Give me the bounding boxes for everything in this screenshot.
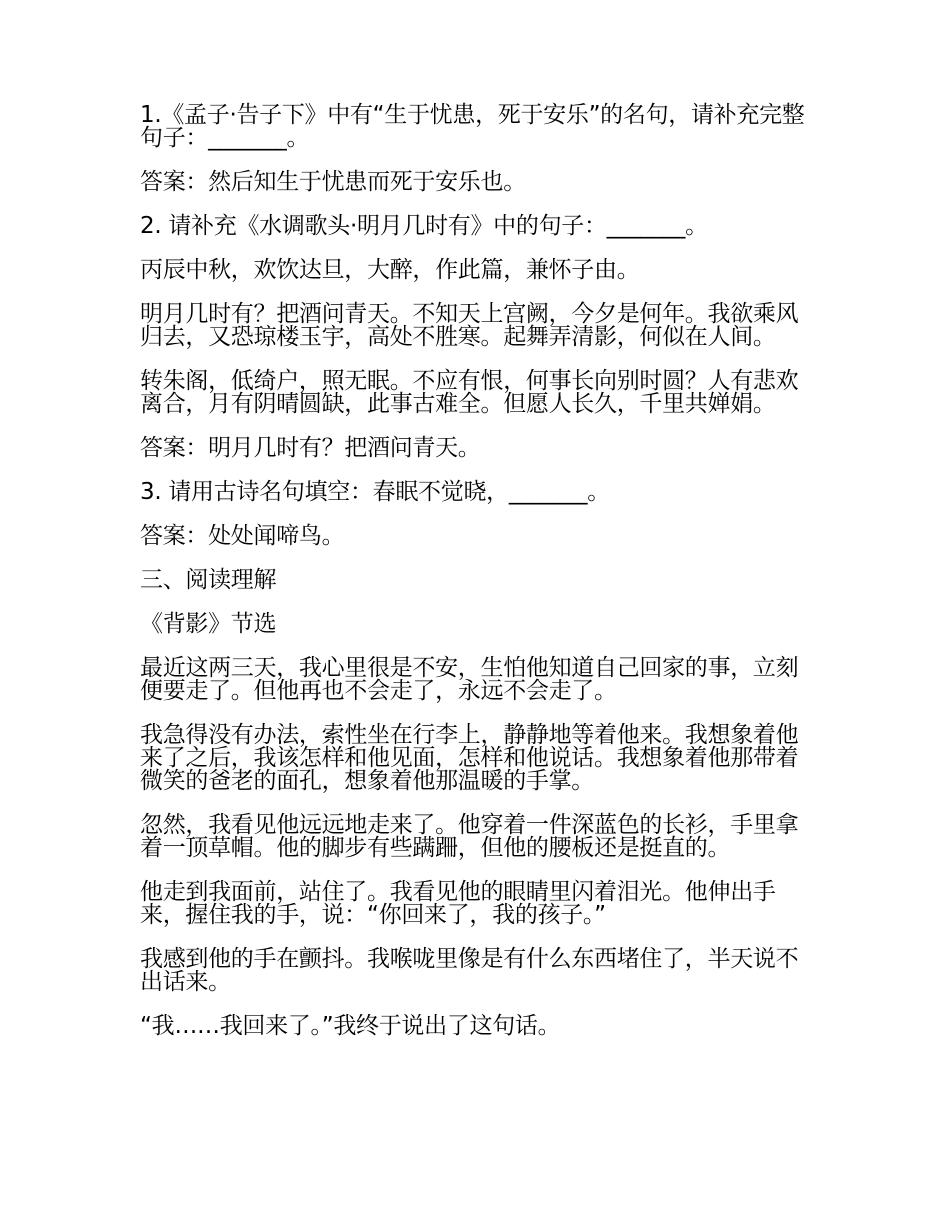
question-3: 3. 请用古诗名句填空：春眠不觉晓，_______。	[140, 479, 610, 505]
excerpt-paragraph: “我……我回来了。”我终于说出了这句话。	[140, 1013, 561, 1039]
poem-stanza-2: 转朱阁，低绮户，照无眠。不应有恨，何事长向别时圆？人有悲欢离合，月有阴晴圆缺，此事古难全。但愿人长久，千里共婵娟。	[140, 368, 799, 417]
question-1: 1.《孟子·告子下》中有“生于忧患，死于安乐”的名句，请补充完整句子：_______。	[140, 102, 805, 151]
excerpt-paragraph: 他走到我面前，站住了。我看见他的眼睛里闪着泪光。他伸出手来，握住我的手，说：“你回来了，我的孩子。”	[140, 879, 776, 928]
poem-stanza-1: 明月几时有？把酒问青天。不知天上宫阙，今夕是何年。我欲乘风归去，又恐琼楼玉宇，高处不胜寒。起舞弄清影，何似在人间。	[140, 301, 799, 350]
question-2: 2. 请补充《水调歌头·明月几时有》中的句子：_______。	[140, 213, 708, 239]
answer-2: 答案：明月几时有？把酒问青天。	[140, 435, 481, 461]
section-heading: 三、阅读理解	[140, 567, 277, 593]
poem-preface: 丙辰中秋，欢饮达旦，大醉，作此篇，兼怀子由。	[140, 257, 640, 283]
excerpt-paragraph: 最近这两三天，我心里很是不安，生怕他知道自己回家的事，立刻便要走了。但他再也不会走了，永远不会走了。	[140, 655, 799, 704]
excerpt-paragraph: 我感到他的手在颤抖。我喉咙里像是有什么东西堵住了，半天说不出话来。	[140, 946, 799, 995]
excerpt-title: 《背影》节选	[140, 611, 277, 637]
excerpt-paragraph: 我急得没有办法，索性坐在行李上，静静地等着他来。我想象着他来了之后，我该怎样和他见面，怎样和他说话。我想象着他那带着微笑的爸老的面孔，想象着他那温暖的手掌。	[140, 722, 799, 794]
excerpt-paragraph: 忽然，我看见他远远地走来了。他穿着一件深蓝色的长衫，手里拿着一顶草帽。他的脚步有些蹒跚，但他的腰板还是挺直的。	[140, 812, 799, 861]
answer-3: 答案：处处闻啼鸟。	[140, 523, 345, 549]
answer-1: 答案：然后知生于忧患而死于安乐也。	[140, 169, 526, 195]
document-page	[140, 104, 812, 1059]
